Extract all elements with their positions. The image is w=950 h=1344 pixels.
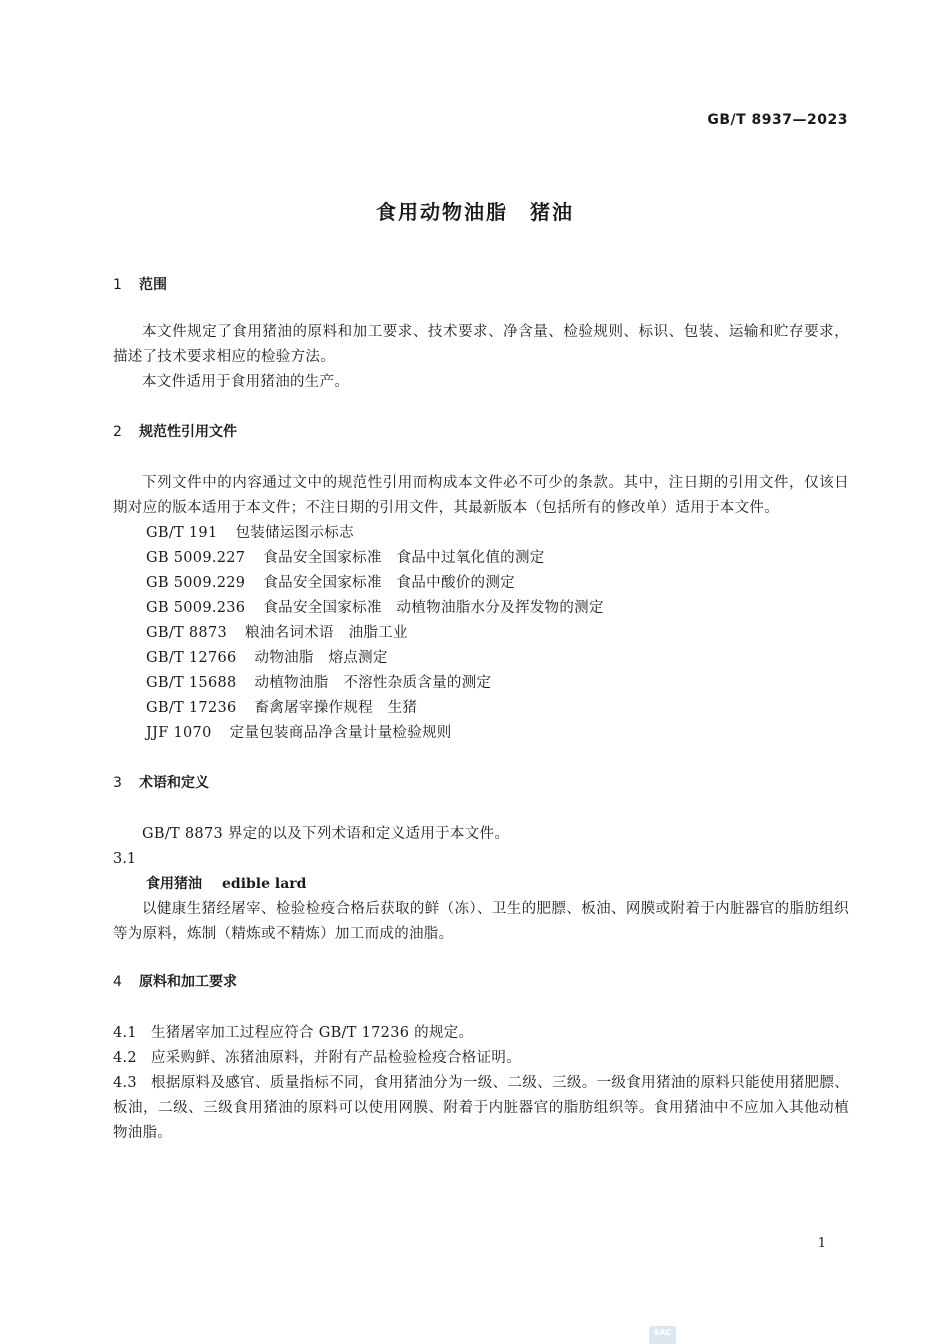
requirement-text: 应采购鲜、冻猪油原料，并附有产品检验检疫合格证明。 [151, 1050, 521, 1066]
reference-code: GB/T 8873 [146, 625, 228, 641]
section-1-title: 范围 [139, 277, 167, 293]
title-part-2: 猪油 [530, 200, 574, 224]
reference-title: 食品安全国家标准 食品中过氧化值的测定 [263, 550, 545, 566]
scope-paragraph-1: 本文件规定了食用猪油的原料和加工要求、技术要求、净含量、检验规则、标识、包装、运输和贮存要求，描述了技术要求相应的检验方法。 [113, 324, 849, 365]
reference-code: GB/T 15688 [146, 675, 237, 691]
reference-item [113, 696, 849, 721]
reference-title: 动物油脂 熔点测定 [254, 650, 388, 666]
title-part-1: 食用动物油脂 [376, 200, 508, 224]
section-4-number: 4 [113, 974, 122, 990]
requirement-item [113, 1071, 849, 1146]
requirement-number: 4.3 [113, 1075, 137, 1091]
section-4-title: 原料和加工要求 [139, 974, 237, 990]
reference-item [113, 621, 849, 646]
reference-item [113, 646, 849, 671]
term-english: edible lard [222, 876, 307, 892]
reference-code: GB/T 191 [146, 525, 218, 541]
section-3-number: 3 [113, 775, 122, 791]
reference-item [113, 596, 849, 621]
reference-code: GB 5009.236 [146, 600, 246, 616]
reference-code: JJF 1070 [146, 725, 212, 741]
section-1-number: 1 [113, 277, 122, 293]
reference-title: 畜禽屠宰操作规程 生猪 [254, 700, 418, 716]
requirement-item [113, 1046, 849, 1071]
sac-watermark-logo: SAC [649, 1326, 676, 1344]
section-3-title: 术语和定义 [139, 775, 209, 791]
reference-title: 动植物油脂 不溶性杂质含量的测定 [254, 675, 492, 691]
section-4-heading [113, 971, 849, 993]
reference-title: 食品安全国家标准 动植物油脂水分及挥发物的测定 [263, 600, 604, 616]
clause-number: 3.1 [113, 851, 137, 867]
reference-list [113, 521, 849, 746]
page-number: 1 [817, 1236, 826, 1251]
reference-code: GB/T 17236 [146, 700, 237, 716]
section-2-heading [113, 421, 849, 443]
reference-item [113, 721, 849, 746]
scope-paragraph-2: 本文件适用于食用猪油的生产。 [142, 374, 350, 390]
reference-item [113, 571, 849, 596]
reference-title: 包装储运图示标志 [235, 525, 354, 541]
term-chinese: 食用猪油 [146, 876, 202, 892]
term-entry [113, 872, 849, 897]
terms-intro: GB/T 8873 界定的以及下列术语和定义适用于本文件。 [142, 826, 510, 842]
reference-code: GB 5009.227 [146, 550, 246, 566]
reference-code: GB 5009.229 [146, 575, 246, 591]
requirement-number: 4.1 [113, 1025, 137, 1041]
reference-title: 定量包装商品净含量计量检验规则 [229, 725, 452, 741]
document-title [0, 196, 950, 225]
reference-title: 食品安全国家标准 食品中酸价的测定 [263, 575, 515, 591]
reference-title: 粮油名词术语 油脂工业 [245, 625, 408, 641]
requirement-text: 生猪屠宰加工过程应符合 GB/T 17236 的规定。 [151, 1025, 474, 1041]
reference-item [113, 671, 849, 696]
section-2-title: 规范性引用文件 [139, 424, 237, 440]
reference-item [113, 546, 849, 571]
section-3-heading [113, 772, 849, 794]
requirement-item [113, 1021, 849, 1046]
references-intro: 下列文件中的内容通过文中的规范性引用而构成本文件必不可少的条款。其中，注日期的引用文件，仅该日期对应的版本适用于本文件；不注日期的引用文件，其最新版本（包括所有的修改单）适用于本文件。 [113, 475, 849, 516]
section-2-number: 2 [113, 424, 122, 440]
requirement-number: 4.2 [113, 1050, 137, 1066]
standard-number: GB/T 8937—2023 [707, 112, 848, 128]
reference-code: GB/T 12766 [146, 650, 237, 666]
document-body [113, 274, 849, 1146]
term-definition: 以健康生猪经屠宰、检验检疫合格后获取的鲜（冻）、卫生的肥膘、板油、网膜或附着于内脏器官的脂肪组织等为原料，炼制（精炼或不精炼）加工而成的油脂。 [113, 901, 849, 942]
section-1-heading [113, 274, 849, 296]
reference-item [113, 521, 849, 546]
requirement-text: 根据原料及感官、质量指标不同，食用猪油分为一级、二级、三级。一级食用猪油的原料只能使用猪肥膘、板油，二级、三级食用猪油的原料可以使用网膜、附着于内脏器官的脂肪组织等。食用猪油中不应加入其他动植物油脂。 [113, 1075, 849, 1141]
